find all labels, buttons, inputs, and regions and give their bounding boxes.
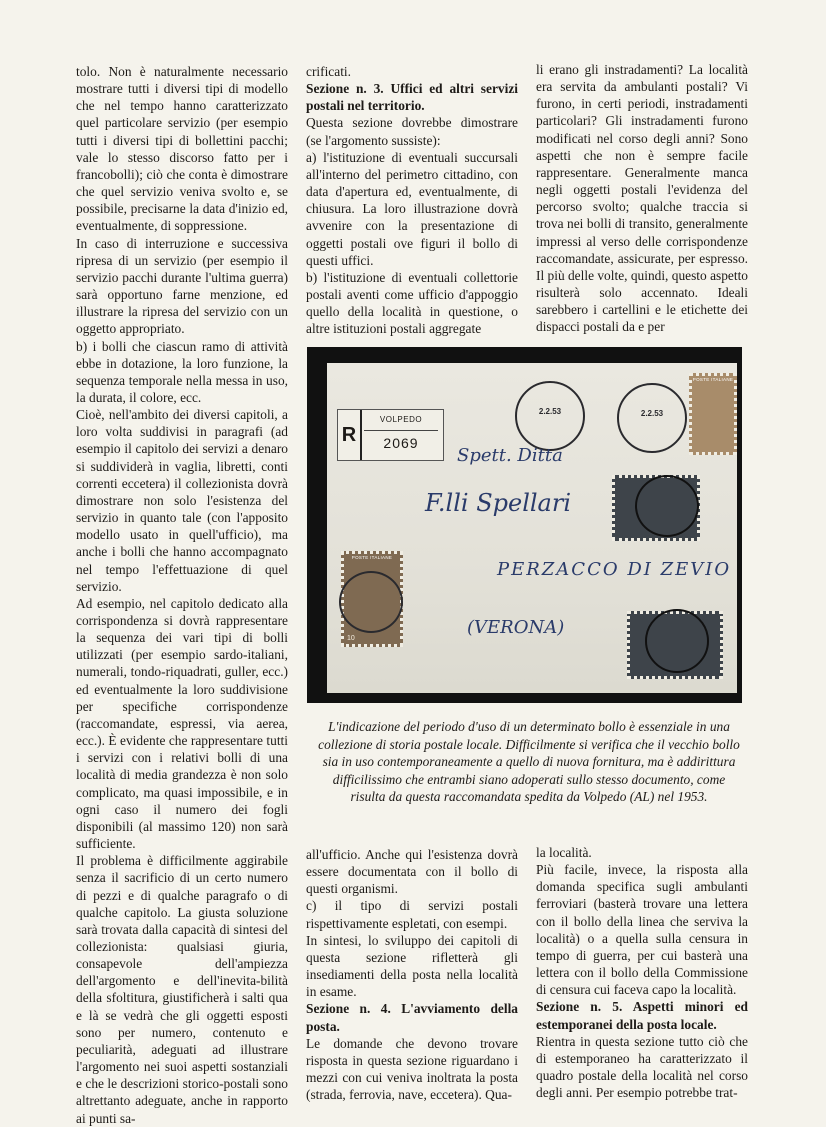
address-line: Spett. Ditta bbox=[457, 445, 563, 466]
paragraph: Rientra in questa sezione tutto ciò che di estemporaneo ha caratterizzato il quadro postale della località nel corso degli anni. Per esempio potrebbe trat- bbox=[536, 1033, 748, 1101]
postmark bbox=[645, 609, 709, 673]
paragraph: Il problema è difficilmente aggirabile senza il sacrificio di un certo numero di pezzi e di qualche paragrafo o di qualche capitolo. La giusta soluzione sarà trovata dalla capacità di sintesi del collezionista: qualsiasi giuria, consapevole dell'ampiezza dell'argomento e dell'inevita-bilità della sfoltitura, giustificherà i salti qua e là se vedrà che gli oggetti esposti sono per numero, contenuto e peculiarità, adeguati ad illustrare l'argomento nei suoi aspetti sostanziali e che le descrizioni storico-postali sono altrettanto adeguate, anche in rapporto ai punti sa- bbox=[76, 853, 288, 1126]
address-line: F.lli Spellari bbox=[425, 489, 572, 517]
paragraph: In caso di interruzione e successiva ripresa di un servizio (per esempio il servizio pacchi durante l'ultima guerra) sarà opportuno farne menzione, ed illustrare la ripresa del servizio con un oggetto appropriato. bbox=[76, 235, 288, 337]
postmark-date: 2.2.53 bbox=[538, 407, 562, 416]
paragraph: In sintesi, lo sviluppo dei capitoli di questa sezione rifletterà gli insediamenti della posta nella località in esame. bbox=[306, 932, 518, 1000]
stamp-value: 10 bbox=[347, 635, 355, 642]
article-column-right-top bbox=[536, 61, 748, 336]
paragraph: Ad esempio, nel capitolo dedicato alla corrispondenza si dovrà rappresentare la sequenza dei vari tipi di bolli utilizzati (per esempio sardo-italiani, numerali, tondo-riquadrati, guller, ecc.) ed eventualmente la loro suddivisione per specifiche corrispondenze (raccomandate, espressi, via aerea, ecc.). È evidente che rappresentare tutti i servizi con i relativi bolli di una località di media grandezza è non solo complicato, ma quasi impossibile, e in ogni caso il numero dei fogli disponibili (al massimo 120) non sarà sufficiente. bbox=[76, 595, 288, 852]
paragraph: tolo. Non è naturalmente necessario mostrare tutti i diversi tipi di modello che nel tempo hanno caratterizzato quel particolare servizio (per esempio tutti i diversi tipi di bollettini pacchi; vale lo stesso discorso fatto per i francobolli); ciò che conta è dimostrare che quel servizio veniva svolto e, se possibile, precisarne la data d'inizio ed, eventualmente, di soppressione. bbox=[76, 64, 288, 234]
article-column-right-bottom bbox=[536, 844, 748, 1101]
stamp-header: POSTE ITALIANE bbox=[351, 555, 393, 560]
article-column-middle-bottom bbox=[306, 846, 518, 1103]
paragraph: Cioè, nell'ambito dei diversi capitoli, a loro volta suddivisi in paragrafi (ad esempio il capitolo dei servizi a denaro si suddividerà in vaglia, libretti, conti correnti eccetera) il collezionista dovrà dimostrare non solo l'esistenza del servizio in quanto tale (con l'apposito modello usato in quell'ufficio), ma anche i bolli che hanno accompagnato nel tempo l'effettuazione di quel servizio. bbox=[76, 407, 288, 594]
postmark bbox=[617, 383, 687, 453]
paragraph: crificati. bbox=[306, 64, 351, 79]
paragraph: Più facile, invece, la risposta alla domanda specifica sugli ambulanti ferroviari (basterà trovare una lettera con il bollo della linea che serviva la località) o a quella sulla censura in tempo di guerra, per cui basterà una lettera con il bollo della Commissione di censura cui faceva capo la località. bbox=[536, 862, 748, 998]
article-column-middle-top bbox=[306, 63, 518, 338]
paragraph: Questa sezione dovrebbe dimostrare (se l'argomento sussiste): bbox=[306, 115, 518, 148]
photo-caption: L'indicazione del periodo d'uso di un determinato bollo è essenziale in una collezione di storia postale locale. Difficilmente si verifica che il vecchio bollo sia in uso contemporaneamente a quello di nuova fornitura, ma è addirittura difficilissimo che entrambi siano adoperati sullo stesso documento, come risulta da questa raccomandata spedita da Volpedo (AL) nel 1953. bbox=[318, 719, 740, 805]
paragraph: c) il tipo di servizi postali rispettivamente espletati, con esempi. bbox=[306, 898, 518, 931]
registration-town: VOLPEDO bbox=[379, 415, 423, 424]
registered-envelope bbox=[327, 363, 737, 693]
stamp-header: POSTE ITALIANE bbox=[692, 377, 734, 382]
paragraph: b) l'istituzione di eventuali collettorie postali aventi come ufficio d'appoggio quello della località in questione, o altre istituzioni postali aggregate bbox=[306, 269, 518, 337]
postmark-date: 2.2.53 bbox=[640, 409, 664, 418]
section-heading: Sezione n. 4. L'avviamento della posta. bbox=[306, 1001, 518, 1034]
paragraph: all'ufficio. Anche qui l'esistenza dovrà essere documentata con il bollo di questi organismi. bbox=[306, 847, 518, 897]
paragraph: a) l'istituzione di eventuali succursali all'interno del perimetro cittadino, con data d'apertura ed, eventualmente, di chiusura. La loro illustrazione dovrà avvenire con la presentazione di oggetti postali ove figuri il bollo di questi uffici. bbox=[306, 149, 518, 268]
registration-label bbox=[337, 409, 444, 461]
registration-letter: R bbox=[338, 410, 362, 460]
envelope-photo bbox=[307, 347, 742, 703]
article-column-left bbox=[76, 63, 288, 1127]
address-line: PERZACCO DI ZEVIO bbox=[497, 559, 732, 580]
postmark bbox=[515, 381, 585, 451]
paragraph: b) i bolli che ciascun ramo di attività ebbe in dotazione, la loro funzione, la sequenza temporale nella messa in uso, la durata, il colore, ecc. bbox=[76, 338, 288, 405]
postmark bbox=[339, 571, 403, 633]
paragraph: li erano gli instradamenti? La località era servita da ambulanti postali? Vi furono, in certi periodi, instradamenti particolari? Gli instradamenti furono modificati nel corso degli anni? Sono aspetti che non è sempre facile rappresentare. Generalmente manca negli oggetti postali l'evidenza del percorso svolto; qualche traccia si trova nei bolli di transito, generalmente impressi al verso delle corrispondenze raccomandate, assicurate, per espresso. Il più delle volte, quindi, questo aspetto risulterà solo accennato. Ideali sarebbero i cartellini e le etichette dei dispacci postali da e per bbox=[536, 62, 748, 335]
postage-stamp bbox=[689, 373, 737, 455]
address-line: (VERONA) bbox=[467, 617, 565, 638]
section-heading: Sezione n. 5. Aspetti minori ed estemporanei della posta locale. bbox=[536, 999, 748, 1032]
postmark bbox=[635, 475, 699, 537]
paragraph: Le domande che devono trovare risposta in questa sezione riguardano i mezzi con cui veniva inoltrata la posta (strada, ferrovia, nave, eccetera). Qua- bbox=[306, 1035, 518, 1103]
paragraph: la località. bbox=[536, 845, 592, 860]
registration-number: 2069 bbox=[383, 435, 419, 451]
section-heading: Sezione n. 3. Uffici ed altri servizi postali nel territorio. bbox=[306, 81, 518, 114]
registration-divider bbox=[364, 430, 438, 431]
